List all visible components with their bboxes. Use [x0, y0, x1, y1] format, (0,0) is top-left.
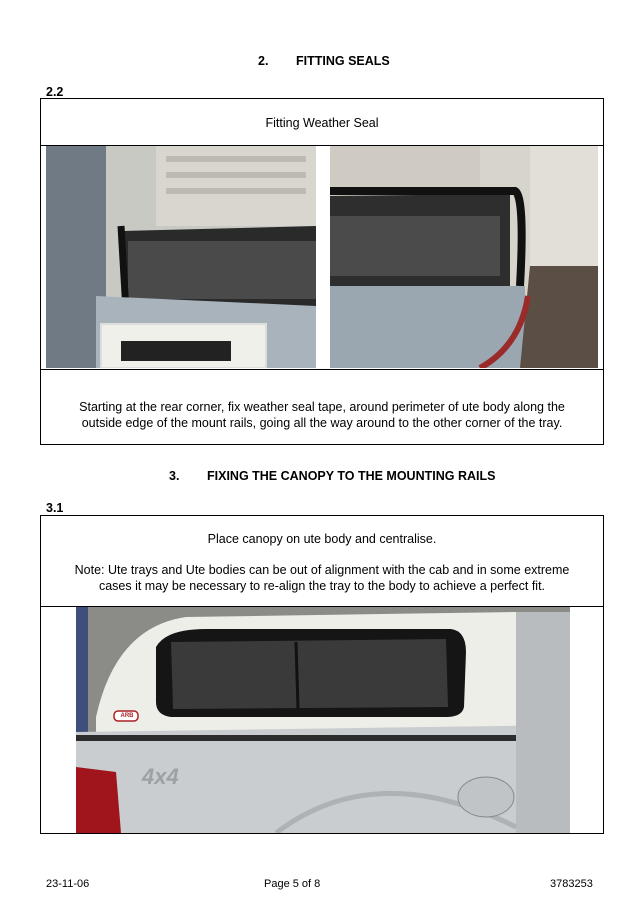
seal-photo-left	[46, 146, 316, 368]
divider	[41, 369, 603, 370]
step-label-2-2: 2.2	[46, 85, 64, 99]
step-title: Fitting Weather Seal	[265, 116, 379, 130]
section-3-heading	[169, 469, 495, 483]
step-2-2-box	[40, 98, 604, 445]
canopy-photo	[76, 607, 570, 833]
step-instruction: Place canopy on ute body and centralise.	[207, 532, 437, 546]
step-note: Note: Ute trays and Ute bodies can be out of alignment with the cab and in some extreme cases it may be necessary to re-align the tray to the body to achieve a perfect fit.	[74, 563, 570, 593]
section-number: 3.	[169, 469, 180, 483]
arb-badge: ARB	[120, 713, 134, 719]
step-description: Starting at the rear corner, fix weather seal tape, around perimeter of ute body along the outside edge of the mount rails, going all the way around to the other corner of the tray.	[79, 400, 565, 430]
section-title: FIXING THE CANOPY TO THE MOUNTING RAILS	[207, 469, 496, 483]
footer-doc-number: 3783253	[550, 878, 593, 890]
model-decal: 4x4	[142, 764, 179, 789]
section-2-heading	[258, 54, 390, 68]
section-number: 2.	[258, 54, 269, 68]
footer-date: 23-11-06	[46, 878, 90, 890]
footer-page-number: Page 5 of 8	[264, 878, 321, 890]
step-3-1-box	[40, 515, 604, 834]
section-title: FITTING SEALS	[296, 54, 390, 68]
seal-photo-right	[330, 146, 598, 368]
step-label-3-1: 3.1	[46, 501, 64, 515]
